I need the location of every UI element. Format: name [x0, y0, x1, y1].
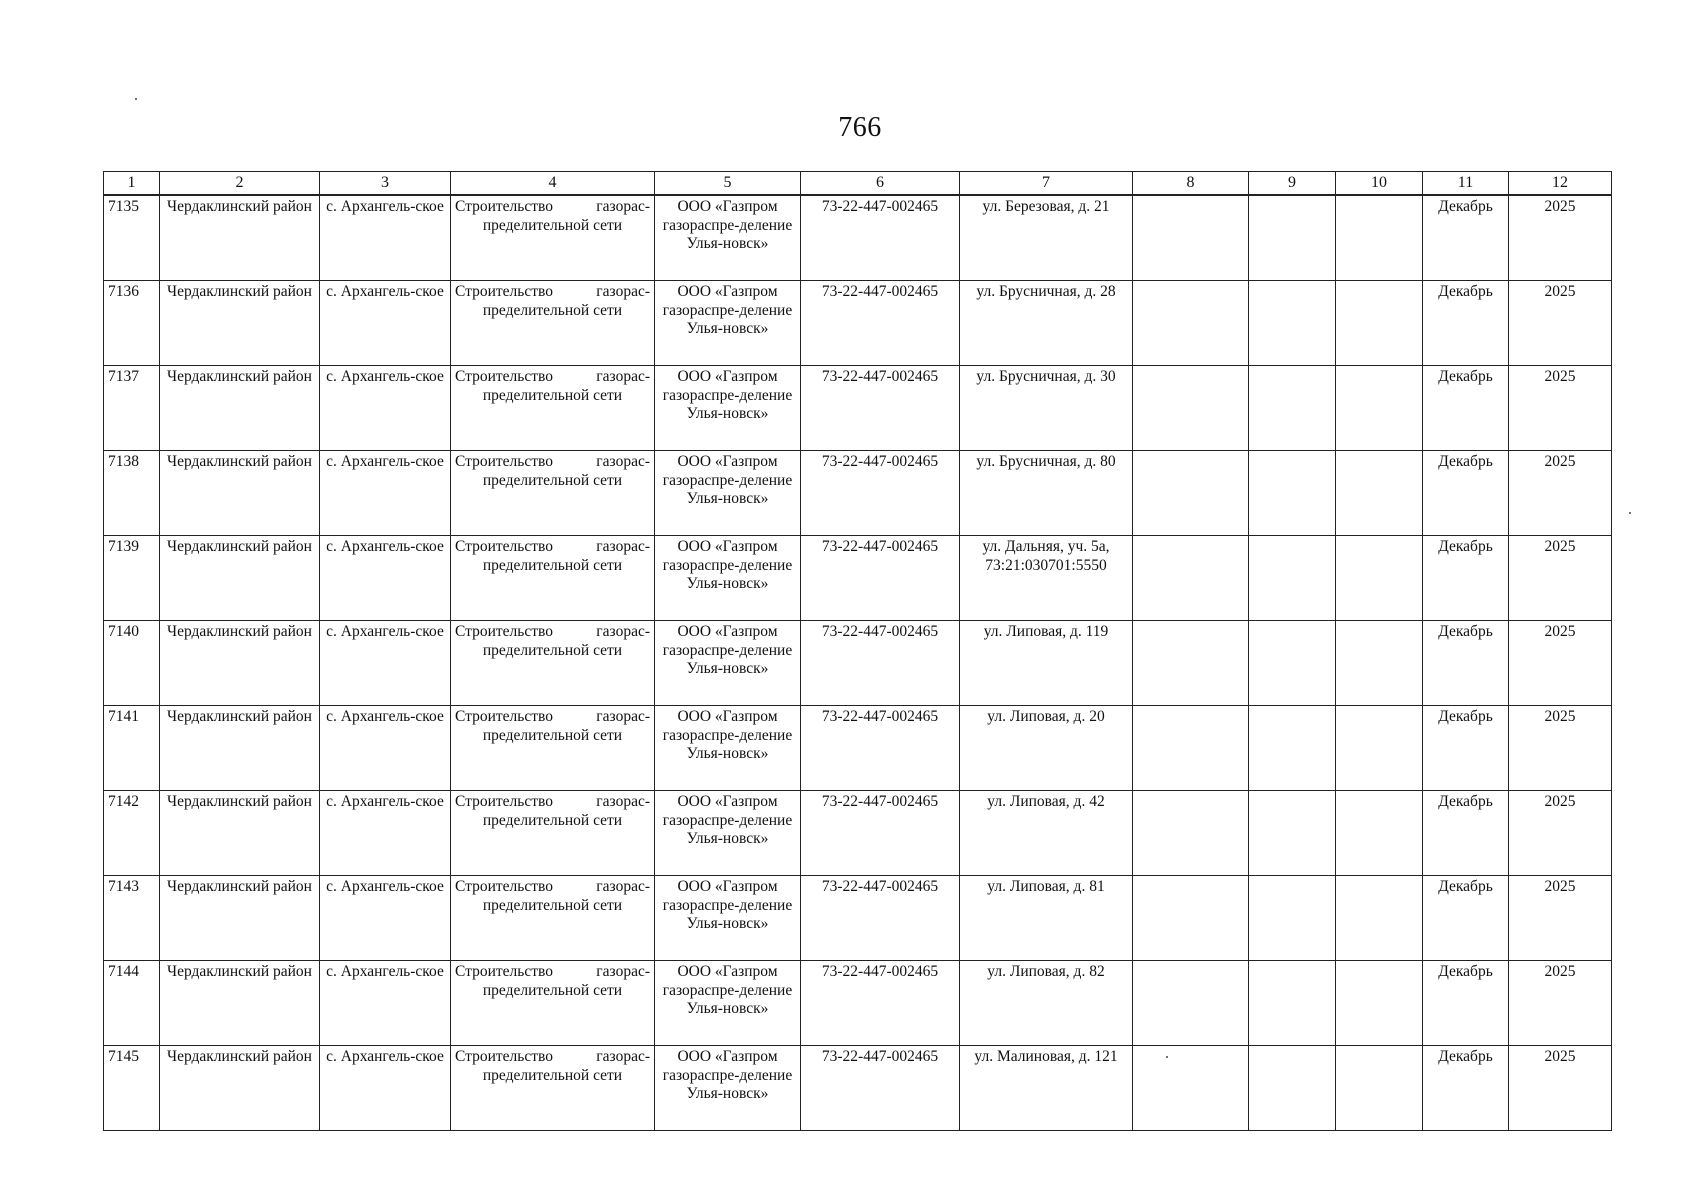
column-9-cell — [1249, 1046, 1336, 1131]
month-cell: Декабрь — [1423, 621, 1509, 706]
address-cell: ул. Липовая, д. 82 — [960, 961, 1133, 1046]
table-row — [104, 621, 1612, 706]
column-10-cell — [1336, 876, 1423, 961]
scan-speck — [135, 98, 137, 100]
registry-code-cell: 73-22-447-002465 — [801, 706, 960, 791]
district-cell: Чердаклинский район — [160, 451, 320, 536]
column-8-cell — [1133, 281, 1249, 366]
table-row — [104, 1046, 1612, 1131]
month-cell: Декабрь — [1423, 961, 1509, 1046]
work-type-cell: Строительство газорас-пределительной сети — [451, 876, 655, 961]
month-cell: Декабрь — [1423, 706, 1509, 791]
address-cell: ул. Липовая, д. 42 — [960, 791, 1133, 876]
address-cell: ул. Березовая, д. 21 — [960, 195, 1133, 281]
month-cell: Декабрь — [1423, 791, 1509, 876]
column-10-cell — [1336, 706, 1423, 791]
column-10-cell — [1336, 791, 1423, 876]
column-8-cell — [1133, 791, 1249, 876]
column-9-cell — [1249, 621, 1336, 706]
month-cell: Декабрь — [1423, 195, 1509, 281]
district-cell: Чердаклинский район — [160, 791, 320, 876]
registry-code-cell: 73-22-447-002465 — [801, 961, 960, 1046]
work-type-cell: Строительство газорас-пределительной сети — [451, 791, 655, 876]
column-8-cell — [1133, 621, 1249, 706]
settlement-cell: с. Архангель-ское — [320, 366, 451, 451]
column-header: 3 — [320, 172, 451, 196]
column-header: 6 — [801, 172, 960, 196]
address-cell: ул. Липовая, д. 81 — [960, 876, 1133, 961]
column-10-cell — [1336, 1046, 1423, 1131]
month-cell: Декабрь — [1423, 1046, 1509, 1131]
column-8-cell — [1133, 1046, 1249, 1131]
column-header: 11 — [1423, 172, 1509, 196]
settlement-cell: с. Архангель-ское — [320, 621, 451, 706]
district-cell: Чердаклинский район — [160, 536, 320, 621]
organization-cell: ООО «Газпром газораспре-деление Улья-новск» — [655, 195, 801, 281]
table-row — [104, 876, 1612, 961]
row-number-cell: 7145 — [104, 1046, 160, 1131]
district-cell: Чердаклинский район — [160, 876, 320, 961]
column-header: 9 — [1249, 172, 1336, 196]
organization-cell: ООО «Газпром газораспре-деление Улья-новск» — [655, 1046, 801, 1131]
row-number-cell: 7139 — [104, 536, 160, 621]
column-10-cell — [1336, 961, 1423, 1046]
row-number-cell: 7143 — [104, 876, 160, 961]
organization-cell: ООО «Газпром газораспре-деление Улья-новск» — [655, 281, 801, 366]
column-10-cell — [1336, 281, 1423, 366]
district-cell: Чердаклинский район — [160, 961, 320, 1046]
month-cell: Декабрь — [1423, 281, 1509, 366]
column-10-cell — [1336, 621, 1423, 706]
column-header: 7 — [960, 172, 1133, 196]
column-9-cell — [1249, 195, 1336, 281]
column-header: 2 — [160, 172, 320, 196]
month-cell: Декабрь — [1423, 876, 1509, 961]
organization-cell: ООО «Газпром газораспре-деление Улья-новск» — [655, 366, 801, 451]
year-cell: 2025 — [1509, 1046, 1612, 1131]
column-8-cell — [1133, 961, 1249, 1046]
row-number-cell: 7136 — [104, 281, 160, 366]
settlement-cell: с. Архангель-ское — [320, 1046, 451, 1131]
work-type-cell: Строительство газорас-пределительной сети — [451, 621, 655, 706]
table-row — [104, 366, 1612, 451]
registry-code-cell: 73-22-447-002465 — [801, 281, 960, 366]
scan-speck — [1629, 512, 1631, 514]
district-cell: Чердаклинский район — [160, 621, 320, 706]
settlement-cell: с. Архангель-ское — [320, 195, 451, 281]
address-cell: ул. Липовая, д. 20 — [960, 706, 1133, 791]
registry-code-cell: 73-22-447-002465 — [801, 536, 960, 621]
organization-cell: ООО «Газпром газораспре-деление Улья-новск» — [655, 791, 801, 876]
column-9-cell — [1249, 536, 1336, 621]
table-row — [104, 451, 1612, 536]
table-row — [104, 791, 1612, 876]
year-cell: 2025 — [1509, 621, 1612, 706]
year-cell: 2025 — [1509, 366, 1612, 451]
table-row — [104, 706, 1612, 791]
page-number: 766 — [838, 112, 882, 143]
registry-code-cell: 73-22-447-002465 — [801, 791, 960, 876]
year-cell: 2025 — [1509, 281, 1612, 366]
registry-code-cell: 73-22-447-002465 — [801, 621, 960, 706]
column-header: 10 — [1336, 172, 1423, 196]
row-number-cell: 7140 — [104, 621, 160, 706]
column-8-cell — [1133, 366, 1249, 451]
row-number-cell: 7142 — [104, 791, 160, 876]
settlement-cell: с. Архангель-ское — [320, 451, 451, 536]
registry-code-cell: 73-22-447-002465 — [801, 366, 960, 451]
district-cell: Чердаклинский район — [160, 366, 320, 451]
address-cell: ул. Брусничная, д. 28 — [960, 281, 1133, 366]
row-number-cell: 7135 — [104, 195, 160, 281]
work-type-cell: Строительство газорас-пределительной сети — [451, 281, 655, 366]
district-cell: Чердаклинский район — [160, 1046, 320, 1131]
settlement-cell: с. Архангель-ское — [320, 536, 451, 621]
address-cell: ул. Брусничная, д. 80 — [960, 451, 1133, 536]
address-cell: ул. Малиновая, д. 121 — [960, 1046, 1133, 1131]
column-number-row — [104, 172, 1612, 196]
row-number-cell: 7138 — [104, 451, 160, 536]
column-9-cell — [1249, 366, 1336, 451]
registry-code-cell: 73-22-447-002465 — [801, 876, 960, 961]
address-cell: ул. Дальняя, уч. 5а, 73:21:030701:5550 — [960, 536, 1133, 621]
column-10-cell — [1336, 451, 1423, 536]
column-header: 12 — [1509, 172, 1612, 196]
year-cell: 2025 — [1509, 451, 1612, 536]
year-cell: 2025 — [1509, 195, 1612, 281]
column-9-cell — [1249, 706, 1336, 791]
column-8-cell — [1133, 195, 1249, 281]
column-9-cell — [1249, 876, 1336, 961]
registry-table — [103, 171, 1612, 1131]
work-type-cell: Строительство газорас-пределительной сети — [451, 366, 655, 451]
column-9-cell — [1249, 961, 1336, 1046]
month-cell: Декабрь — [1423, 536, 1509, 621]
column-header: 4 — [451, 172, 655, 196]
registry-code-cell: 73-22-447-002465 — [801, 1046, 960, 1131]
table-row — [104, 195, 1612, 281]
work-type-cell: Строительство газорас-пределительной сети — [451, 961, 655, 1046]
address-cell: ул. Брусничная, д. 30 — [960, 366, 1133, 451]
column-8-cell — [1133, 876, 1249, 961]
row-number-cell: 7137 — [104, 366, 160, 451]
column-header: 8 — [1133, 172, 1249, 196]
settlement-cell: с. Архангель-ское — [320, 876, 451, 961]
column-10-cell — [1336, 366, 1423, 451]
year-cell: 2025 — [1509, 706, 1612, 791]
table-row — [104, 281, 1612, 366]
district-cell: Чердаклинский район — [160, 195, 320, 281]
column-8-cell — [1133, 451, 1249, 536]
month-cell: Декабрь — [1423, 366, 1509, 451]
table-row — [104, 961, 1612, 1046]
settlement-cell: с. Архангель-ское — [320, 706, 451, 791]
registry-code-cell: 73-22-447-002465 — [801, 195, 960, 281]
column-9-cell — [1249, 451, 1336, 536]
table-row — [104, 536, 1612, 621]
settlement-cell: с. Архангель-ское — [320, 961, 451, 1046]
column-8-cell — [1133, 706, 1249, 791]
work-type-cell: Строительство газорас-пределительной сети — [451, 195, 655, 281]
work-type-cell: Строительство газорас-пределительной сети — [451, 1046, 655, 1131]
year-cell: 2025 — [1509, 961, 1612, 1046]
column-8-cell — [1133, 536, 1249, 621]
organization-cell: ООО «Газпром газораспре-деление Улья-новск» — [655, 621, 801, 706]
organization-cell: ООО «Газпром газораспре-деление Улья-новск» — [655, 961, 801, 1046]
settlement-cell: с. Архангель-ское — [320, 791, 451, 876]
column-9-cell — [1249, 791, 1336, 876]
organization-cell: ООО «Газпром газораспре-деление Улья-новск» — [655, 451, 801, 536]
column-10-cell — [1336, 536, 1423, 621]
column-header: 1 — [104, 172, 160, 196]
row-number-cell: 7141 — [104, 706, 160, 791]
organization-cell: ООО «Газпром газораспре-деление Улья-новск» — [655, 876, 801, 961]
registry-code-cell: 73-22-447-002465 — [801, 451, 960, 536]
district-cell: Чердаклинский район — [160, 281, 320, 366]
column-10-cell — [1336, 195, 1423, 281]
work-type-cell: Строительство газорас-пределительной сети — [451, 706, 655, 791]
year-cell: 2025 — [1509, 791, 1612, 876]
address-cell: ул. Липовая, д. 119 — [960, 621, 1133, 706]
organization-cell: ООО «Газпром газораспре-деление Улья-новск» — [655, 536, 801, 621]
row-number-cell: 7144 — [104, 961, 160, 1046]
district-cell: Чердаклинский район — [160, 706, 320, 791]
year-cell: 2025 — [1509, 536, 1612, 621]
column-header: 5 — [655, 172, 801, 196]
year-cell: 2025 — [1509, 876, 1612, 961]
settlement-cell: с. Архангель-ское — [320, 281, 451, 366]
column-9-cell — [1249, 281, 1336, 366]
work-type-cell: Строительство газорас-пределительной сети — [451, 536, 655, 621]
month-cell: Декабрь — [1423, 451, 1509, 536]
organization-cell: ООО «Газпром газораспре-деление Улья-новск» — [655, 706, 801, 791]
work-type-cell: Строительство газорас-пределительной сети — [451, 451, 655, 536]
